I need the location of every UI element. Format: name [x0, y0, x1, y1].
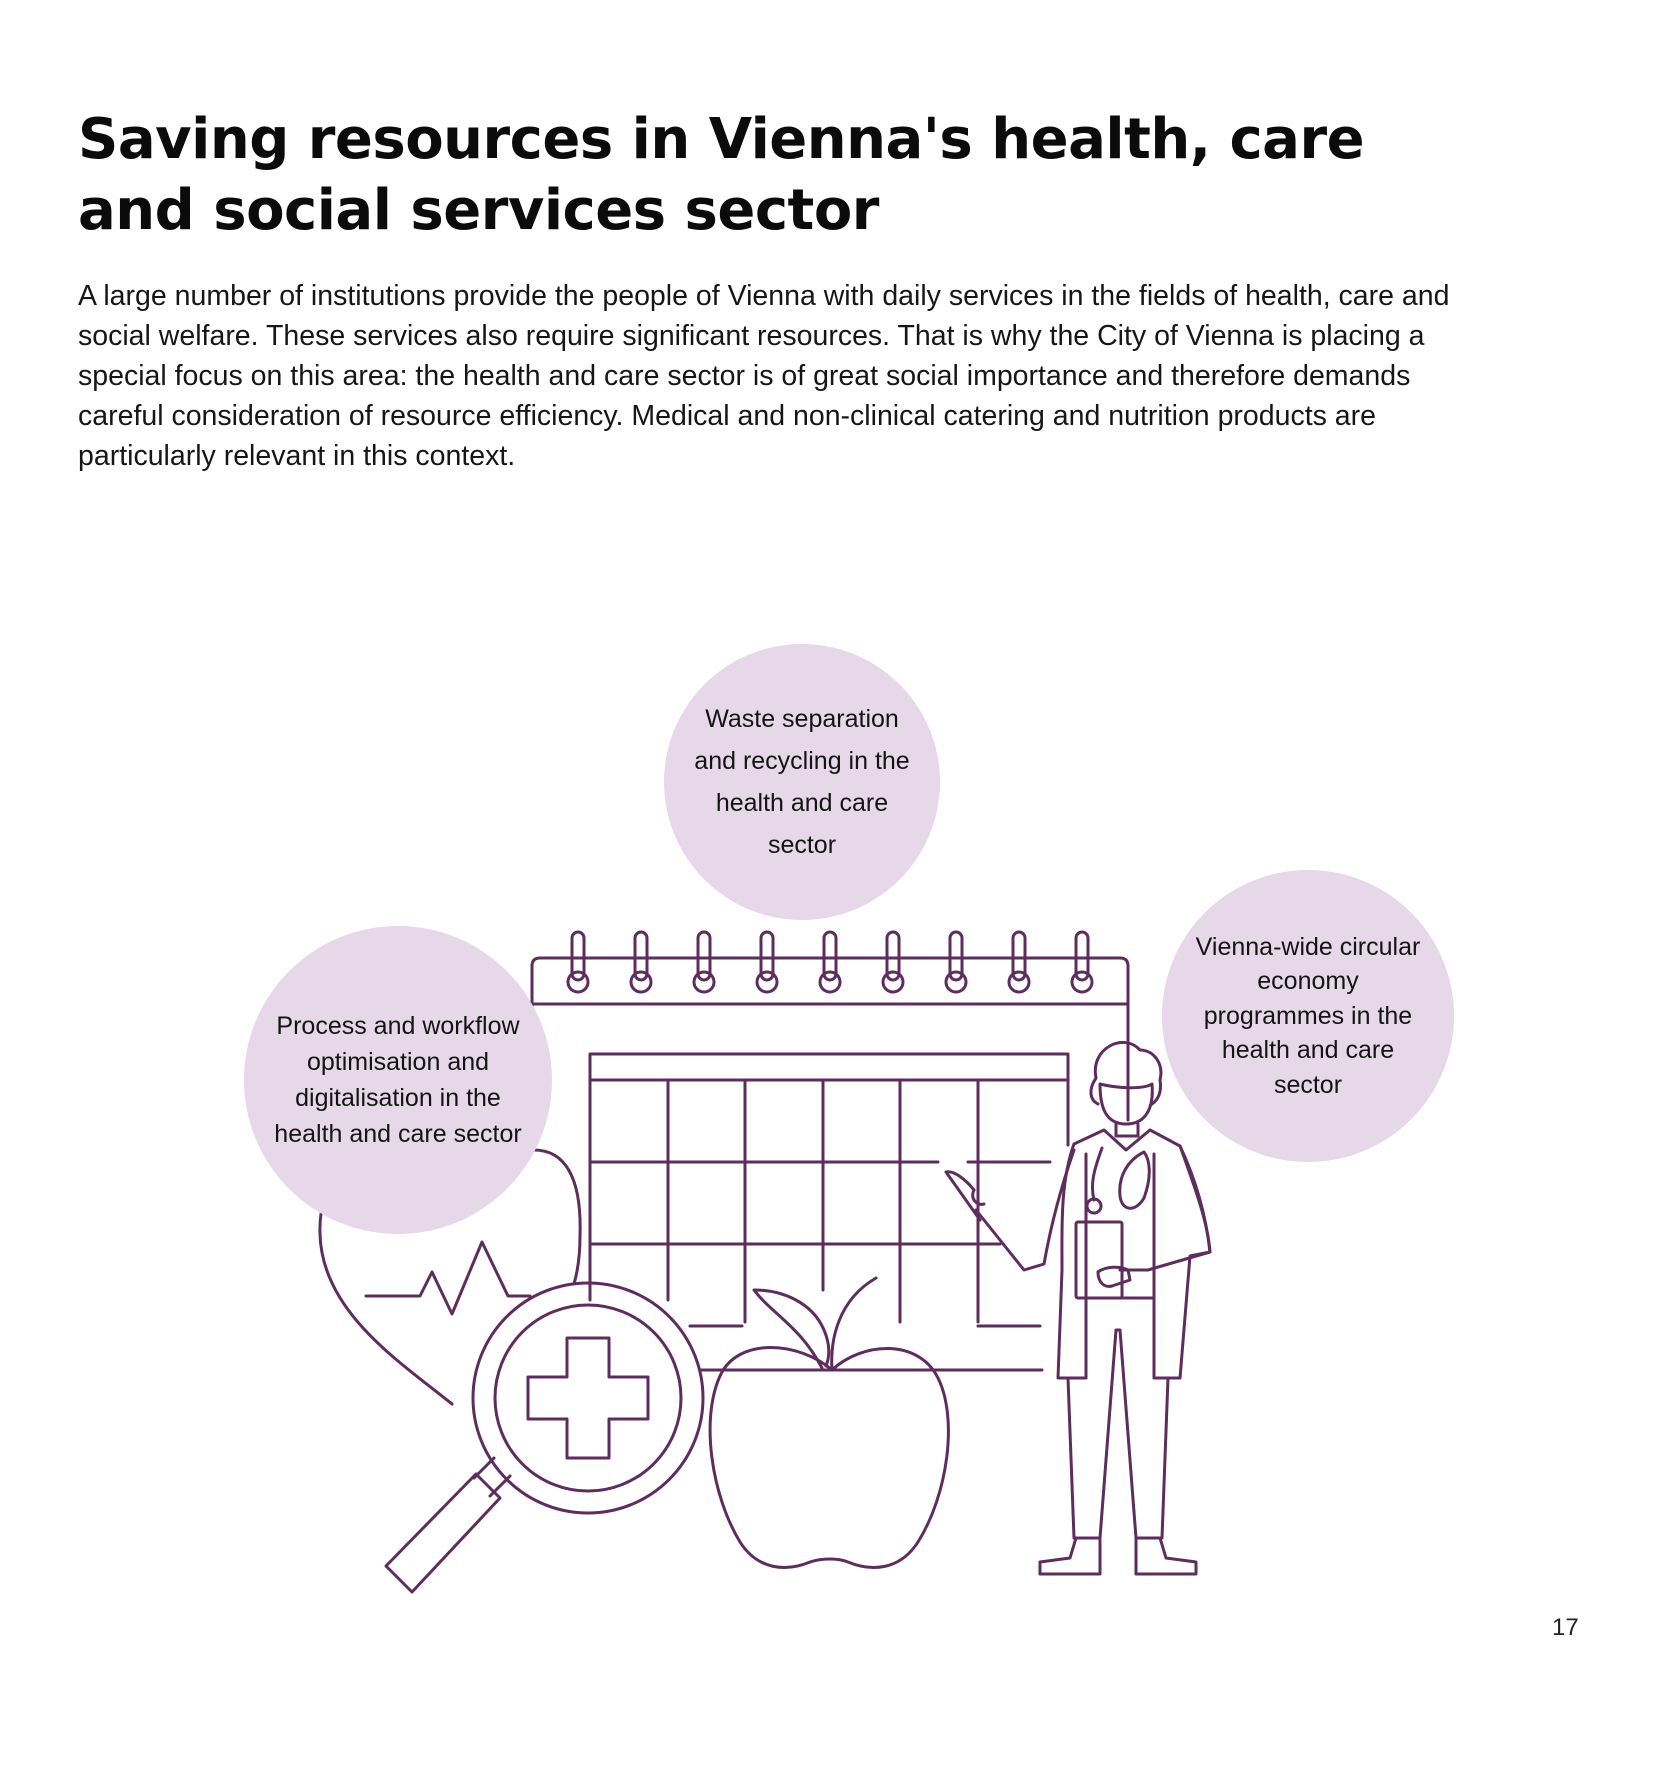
bubble-process-optimisation — [244, 926, 552, 1234]
doctor-icon — [946, 1042, 1210, 1574]
bubble-waste-separation — [664, 644, 940, 920]
page-number: 17 — [1552, 1614, 1579, 1641]
page-title: Saving resources in Vienna's health, care and social services sector — [78, 107, 1365, 243]
calendar-rings — [568, 932, 1092, 992]
magnifier-medical-cross-icon — [386, 1283, 703, 1592]
intro-paragraph: A large number of institutions provide the people of Vienna with daily services in the fields of health, care and social welfare. These services also require significant resources. That is why the City of Vienna is placing a special focus on this area: the health and care sector is of great social importance and therefore demands careful consideration of resource efficiency. Medical and non-clinical catering and nutrition products are particularly relevant in this context. — [78, 280, 1450, 472]
bubble-waste-text: Waste separation and recycling in the health and care sector — [694, 705, 910, 859]
bubble-vienna-text: Vienna-wide circular economy programmes in the health and care sector — [1195, 932, 1421, 1099]
bubble-process-text: Process and workflow optimisation and digitalisation in the health and care sector — [274, 1012, 522, 1148]
bubble-circular-economy — [1162, 870, 1454, 1162]
calendar-icon — [532, 932, 1128, 1370]
